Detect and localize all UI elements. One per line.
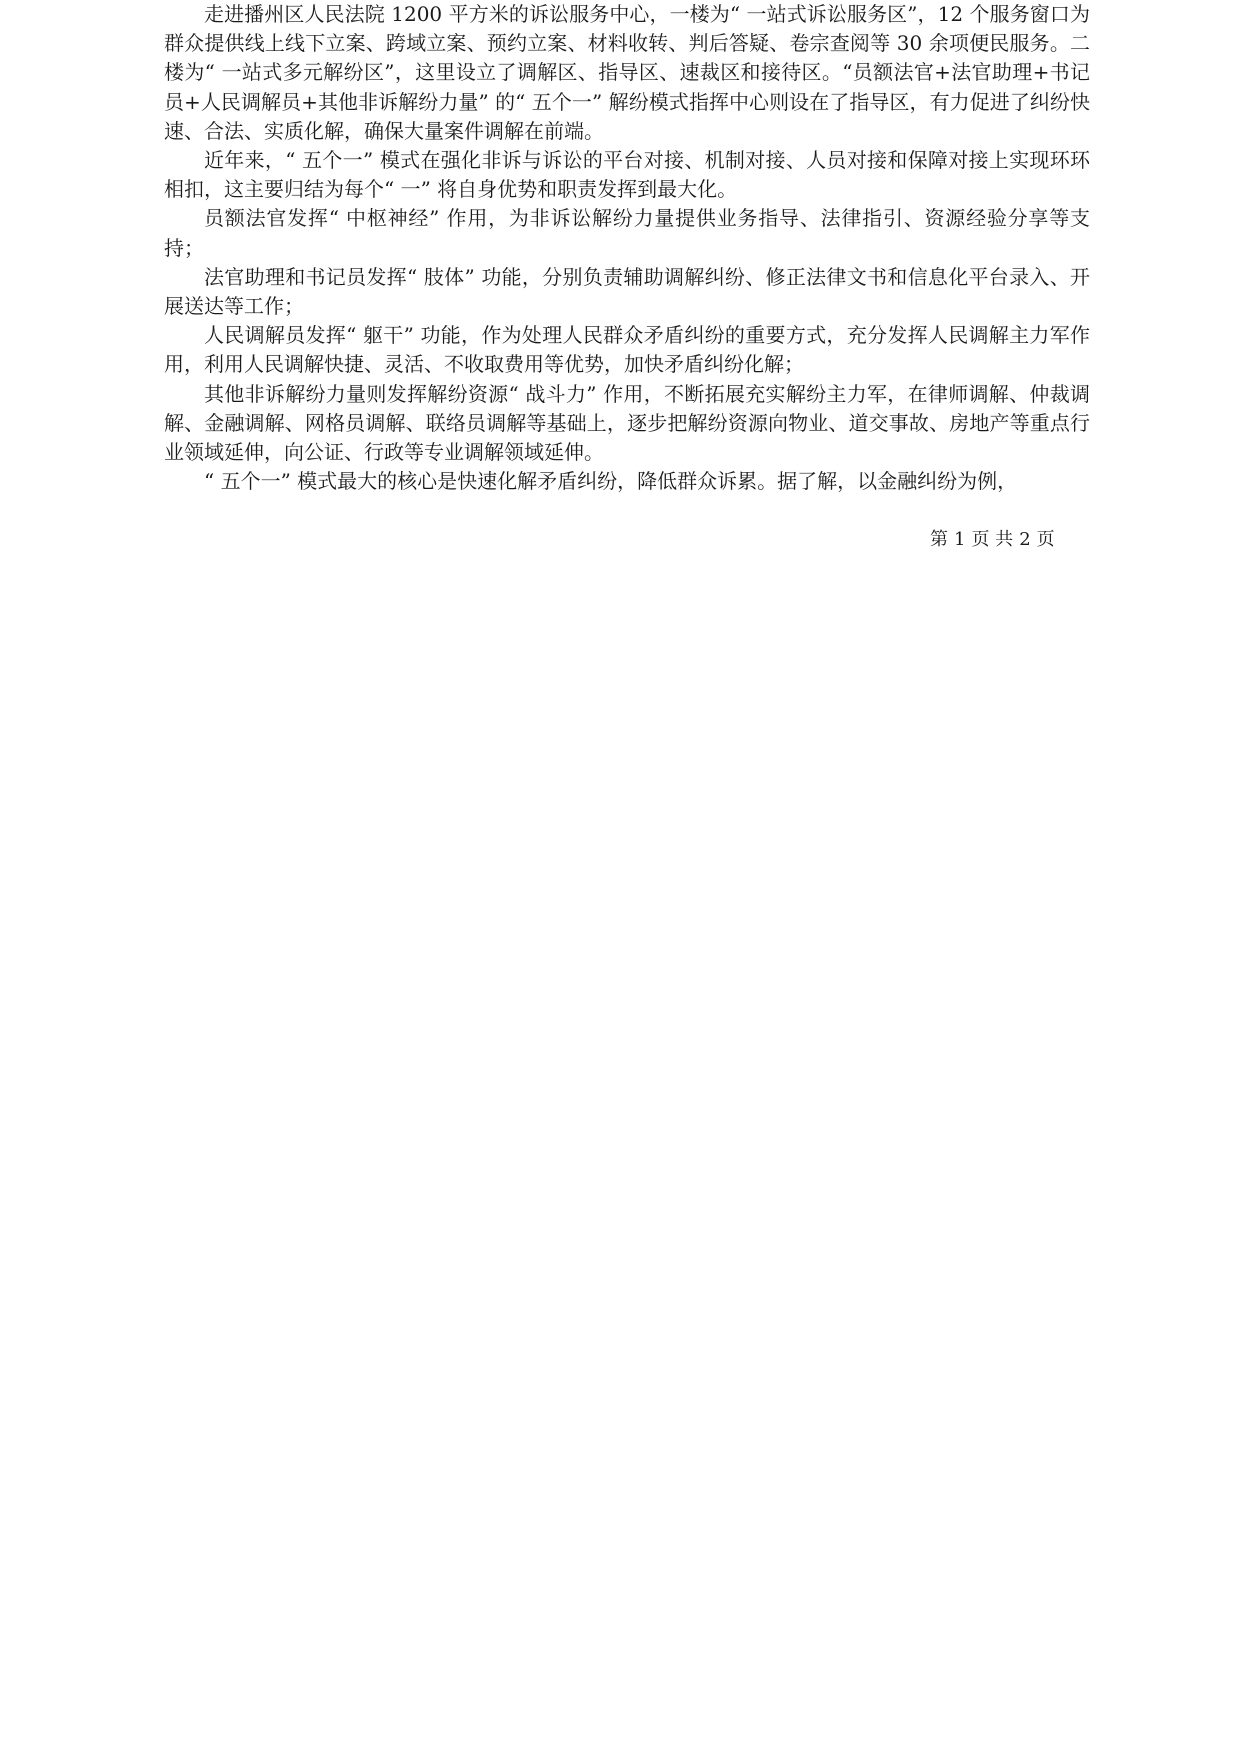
footer-prefix: 第 <box>930 529 948 550</box>
page-footer <box>930 528 1055 552</box>
paragraph-4: 法官助理和书记员发挥“ 肢体” 功能，分别负责辅助调解纠纷、修正法律文书和信息化平台录入、开展送达等工作； <box>164 264 1090 319</box>
document-body <box>164 0 1090 496</box>
paragraph-7: “ 五个一” 模式最大的核心是快速化解矛盾纠纷，降低群众诉累。据了解，以金融纠纷为例， <box>204 469 1018 494</box>
paragraph-1: 走进播州区人民法院 1200 平方米的诉讼服务中心，一楼为“ 一站式诉讼服务区”，12 个服务窗口为群众提供线上线下立案、跨域立案、预约立案、材料收转、判后答疑、卷宗查阅等 30 余项便民服务。二楼为“ 一站式多元解纷区”，这里设立了调解区、指导区、速裁区和接待区。“员额法官+法官助理+书记员+人民调解员+其他非诉解纷力量” 的“ 五个一” 解纷模式指挥中心则设在了指导区，有力促进了纠纷快速、合法、实质化解，确保大量案件调解在前端。 <box>164 2 1090 143</box>
paragraph-6: 其他非诉解纷力量则发挥解纷资源“ 战斗力” 作用，不断拓展充实解纷主力军，在律师调解、仲裁调解、金融调解、网格员调解、联络员调解等基础上，逐步把解纷资源向物业、道交事故、房地产等重点行业领域延伸，向公证、行政等专业调解领域延伸。 <box>164 381 1090 465</box>
current-page-number: 1 <box>954 529 966 550</box>
paragraph-5: 人民调解员发挥“ 躯干” 功能，作为处理人民群众矛盾纠纷的重要方式，充分发挥人民调解主力军作用，利用人民调解快捷、灵活、不收取费用等优势，加快矛盾纠纷化解； <box>164 323 1090 377</box>
total-pages-number: 2 <box>1019 529 1031 550</box>
footer-suffix: 页 <box>1036 529 1055 550</box>
paragraph-3: 员额法官发挥“ 中枢神经” 作用，为非诉讼解纷力量提供业务指导、法律指引、资源经验分享等支持； <box>164 206 1090 260</box>
paragraph-2: 近年来，“ 五个一” 模式在强化非诉与诉讼的平台对接、机制对接、人员对接和保障对接上实现环环相扣，这主要归结为每个“ 一” 将自身优势和职责发挥到最大化。 <box>164 148 1090 202</box>
footer-middle: 页 共 <box>971 529 1014 550</box>
